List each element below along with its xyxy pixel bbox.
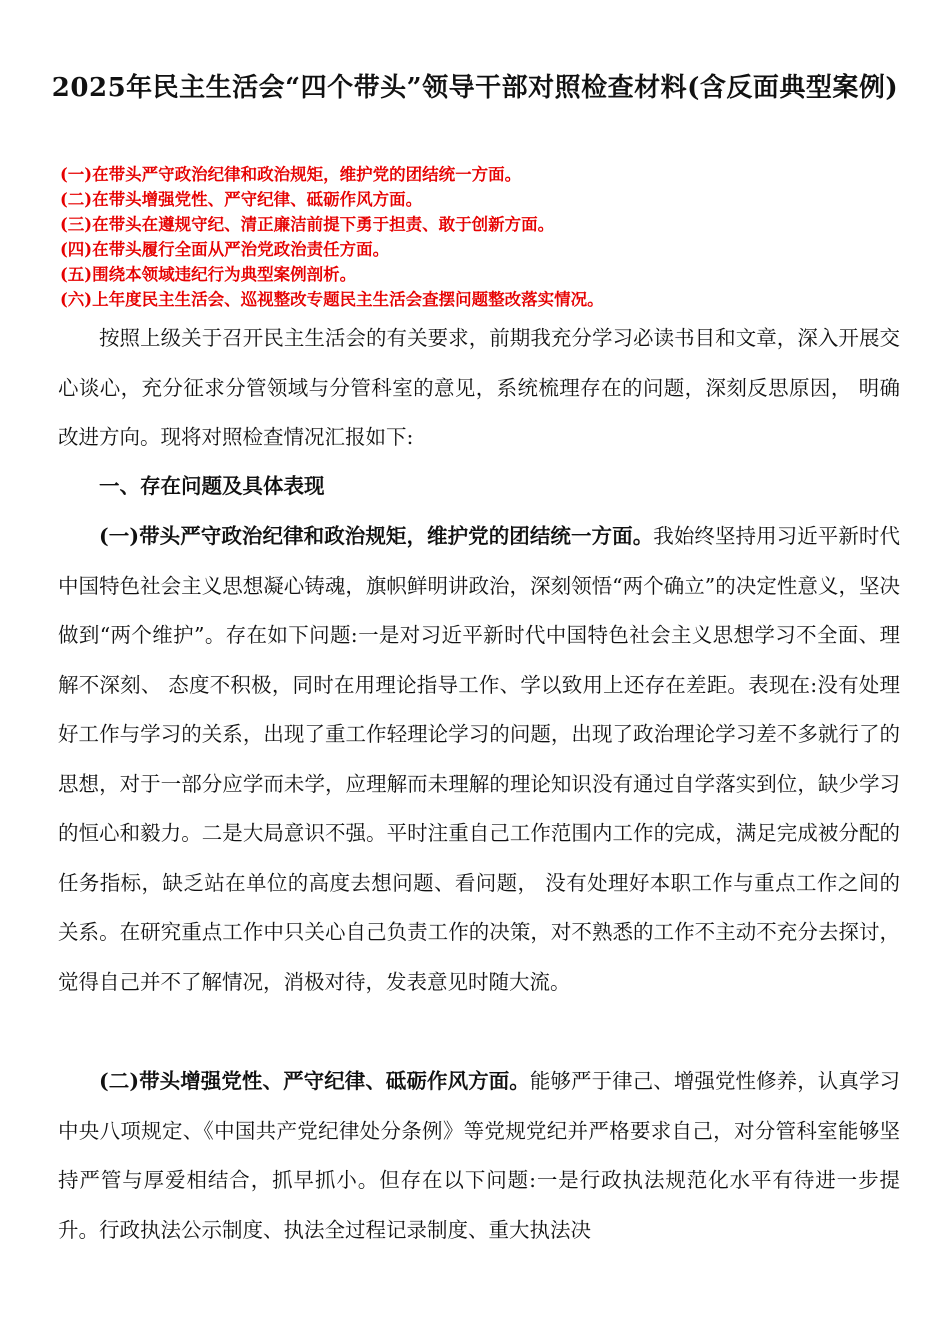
outline-item: (三)在带头在遵规守纪、清正廉洁前提下勇于担责、敢于创新方面。 [60,215,555,234]
section-2-lead: (二)带头增强党性、严守纪律、砥砺作风方面。 [99,1069,530,1093]
section-1-paragraph [58,512,900,1007]
section-2-body: 能够严于律己、增强党性修养，认真学习中央八项规定、《中国共产党纪律处分条例》等党规党纪并严格要求自己，对分管科室能够坚持严管与厚爱相结合，抓早抓小。但存在以下问题:一是行政执法规范化水平有待进一步提升。行政执法公示制度、执法全过程记录制度、重大执法决 [58,1069,901,1242]
section-heading: 一、存在问题及具体表现 [99,474,325,498]
section-1-body: 我始终坚持用习近平新时代中国特色社会主义思想凝心铸魂，旗帜鲜明讲政治，深刻领悟“两个确立”的决定性意义，坚决做到“两个维护”。存在如下问题:一是对习近平新时代中国特色社会主义思想学习不全面、理解不深刻、 态度不积极，同时在用理论指导工作、学以致用上还存在差距。表现在:没有处理好工作与学习的关系，出现了重工作轻理论学习的问题，出现了政治理论学习差不多就行了的思想，对于一部分应学而未学，应理解而未理解的理论知识没有通过自学落实到位，缺少学习的恒心和毅力。二是大局意识不强。平时注重自己工作范围内工作的完成，满足完成被分配的任务指标，缺乏站在单位的高度去想问题、看问题， 没有处理好本职工作与重点工作之间的关系。在研究重点工作中只关心自己负责工作的决策，对不熟悉的工作不主动不充分去探讨，觉得自己并不了解情况，消极对待，发表意见时随大流。 [58,524,900,994]
outline-item: (四)在带头履行全面从严治党政治责任方面。 [60,240,390,259]
intro-paragraph: 按照上级关于召开民主生活会的有关要求，前期我充分学习必读书目和文章，深入开展交心谈心，充分征求分管领域与分管科室的意见，系统梳理存在的问题，深刻反思原因， 明确改进方向。现将对照检查情况汇报如下: [58,326,900,449]
section-2-paragraph [58,1057,900,1255]
outline-item: (六)上年度民主生活会、巡视整改专题民主生活会查摆问题整改落实情况。 [60,290,604,309]
section-1-lead: (一)带头严守政治纪律和政治规矩，维护党的团结统一方面。 [99,524,654,548]
document-title: 2025年民主生活会“四个带头”领导干部对照检查材料(含反面典型案例) [51,73,899,103]
outline-list [60,162,920,312]
outline-item: (二)在带头增强党性、严守纪律、砥砺作风方面。 [60,190,423,209]
outline-item: (五)围绕本领域违纪行为典型案例剖析。 [60,265,357,284]
outline-item: (一)在带头严守政治纪律和政治规矩，维护党的团结统一方面。 [60,165,522,184]
